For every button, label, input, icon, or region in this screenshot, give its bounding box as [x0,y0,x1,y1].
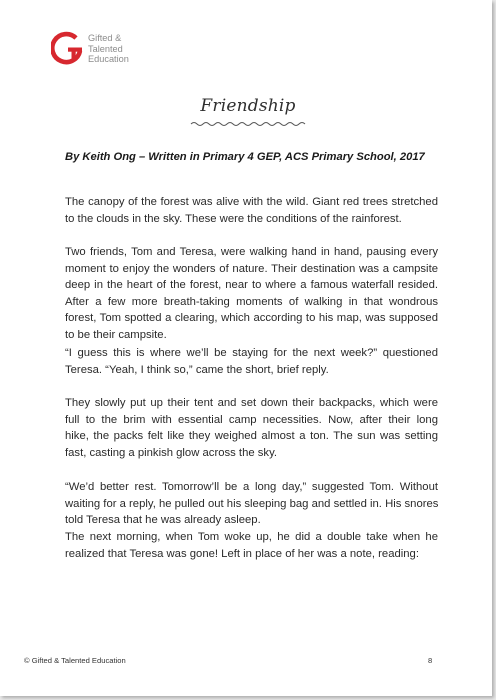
paragraph-3 [65,345,438,378]
text-line: They slowly put up their tent and set down their backpacks, which were [65,397,438,409]
author-byline: By Keith Ong – Written in Primary 4 GEP, ACS Primary School, 2017 [65,151,425,163]
page-title: Friendship [200,96,296,116]
text-line: fast, casting a pinkish glow across the sky. [65,446,278,459]
paragraph-6 [65,529,438,562]
text-line: deep in the heart of the forest, near to where a famous waterfall resided. [65,279,438,292]
paragraph-1 [65,194,438,227]
paragraph-4 [65,395,438,461]
text-line: hike, the packs felt like they weighed almost a ton. The sun was setting [65,430,438,443]
logo-line-2: Talented [88,43,123,54]
title-underline-squiggle [189,120,307,128]
text-line: forest, Tom spotted a clearing, which according to his map, was supposed [65,312,438,325]
logo-line-1: Gifted & [88,33,122,43]
text-line: The next morning, when Tom woke up, he did a double take when he [65,531,438,543]
text-line: “We’d better rest. Tomorrow’ll be a long day,” suggested Tom. Without [65,481,438,493]
logo-wordmark [88,33,129,65]
text-line: moment to enjoy the wonders of nature. Their destination was a campsite [65,262,438,275]
text-line: Two friends, Tom and Teresa, were walking hand in hand, pausing every [65,246,438,258]
text-line: realized that Teresa was gone! Left in place of her was a note, reading: [65,547,419,560]
logo-line-3: Education [88,54,129,64]
text-line: After a few more breath-taking moments of walking in that wondrous [65,295,438,308]
text-line: told Teresa that he was already asleep. [65,514,261,527]
text-line: to be their campsite. [65,328,167,341]
gte-logo-icon [51,30,87,70]
text-line: Teresa. “Yeah, I think so,” came the short, brief reply. [65,363,329,376]
paragraph-5 [65,479,438,529]
text-line: full to the brim with essential camp necessities. Now, after their long [65,413,438,426]
text-line: waiting for a reply, he pulled out his sleeping bag and settled in. His snores [65,497,439,510]
paragraph-2 [65,244,438,344]
text-line: “I guess this is where we’ll be staying for the next week?” questioned [65,347,438,359]
page-number: 8 [428,656,433,665]
footer-copyright: © Gifted & Talented Education [24,656,126,665]
text-line: The canopy of the forest was alive with the wild. Giant red trees stretched [65,196,438,208]
text-line: to the clouds in the sky. These were the conditions of the rainforest. [65,212,402,225]
